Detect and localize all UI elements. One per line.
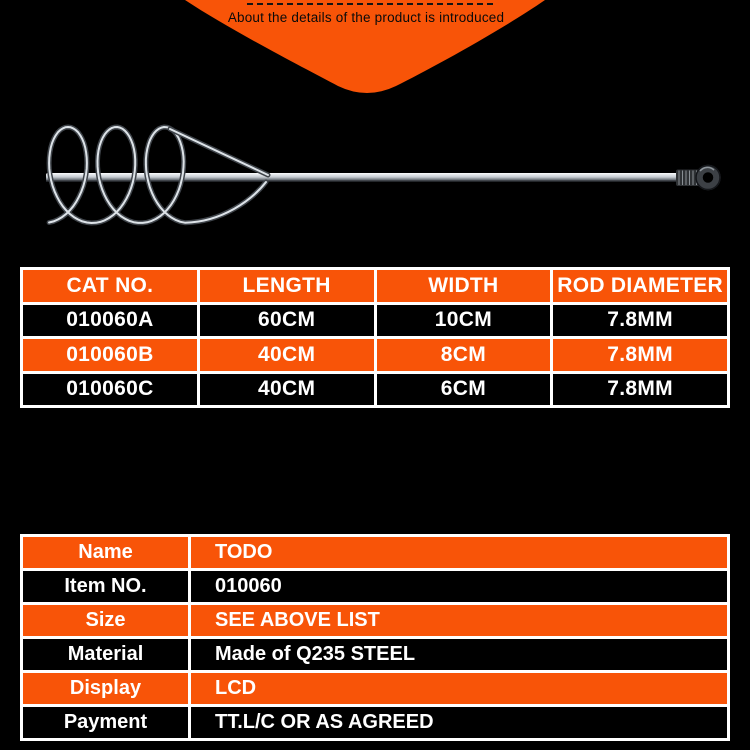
spec-cell: 40CM	[198, 372, 375, 407]
spec-table	[20, 267, 730, 408]
spec-cell: 010060B	[22, 338, 199, 373]
detail-value: LCD	[190, 672, 729, 706]
mixer-shaft	[46, 173, 682, 182]
spec-table-row	[22, 303, 729, 338]
spec-header-length: LENGTH	[198, 269, 375, 304]
spec-cell: 10CM	[375, 303, 552, 338]
details-row-display	[22, 672, 729, 706]
details-row-item-no	[22, 570, 729, 604]
spec-header-cat-no: CAT NO.	[22, 269, 199, 304]
spec-cell: 010060C	[22, 372, 199, 407]
details-table	[20, 534, 730, 741]
spec-cell: 6CM	[375, 372, 552, 407]
detail-label: Item NO.	[22, 570, 190, 604]
detail-label: Payment	[22, 706, 190, 740]
spec-table-row	[22, 338, 729, 373]
detail-label: Name	[22, 536, 190, 570]
spec-header-width: WIDTH	[375, 269, 552, 304]
banner-tagline: About the details of the product is introduced	[227, 10, 505, 25]
spec-cell: 60CM	[198, 303, 375, 338]
detail-value: TT.L/C OR AS AGREED	[190, 706, 729, 740]
spec-cell: 7.8MM	[552, 338, 729, 373]
detail-value: 010060	[190, 570, 729, 604]
product-photo-spiral-mixer	[0, 105, 750, 267]
details-row-size	[22, 604, 729, 638]
spec-cell: 40CM	[198, 338, 375, 373]
detail-value: TODO	[190, 536, 729, 570]
detail-label: Size	[22, 604, 190, 638]
detail-value: Made of Q235 STEEL	[190, 638, 729, 672]
spec-cell: 7.8MM	[552, 303, 729, 338]
spec-table-header-row	[22, 269, 729, 304]
detail-value: SEE ABOVE LIST	[190, 604, 729, 638]
detail-label: Display	[22, 672, 190, 706]
details-row-payment	[22, 706, 729, 740]
spec-cell: 8CM	[375, 338, 552, 373]
spec-table-row	[22, 372, 729, 407]
dashed-divider	[247, 3, 493, 5]
detail-label: Material	[22, 638, 190, 672]
details-row-name	[22, 536, 729, 570]
spec-cell: 010060A	[22, 303, 199, 338]
mixer-eye-ring	[696, 166, 720, 190]
spec-header-rod-diameter: ROD DIAMETER	[552, 269, 729, 304]
details-row-material	[22, 638, 729, 672]
spec-cell: 7.8MM	[552, 372, 729, 407]
